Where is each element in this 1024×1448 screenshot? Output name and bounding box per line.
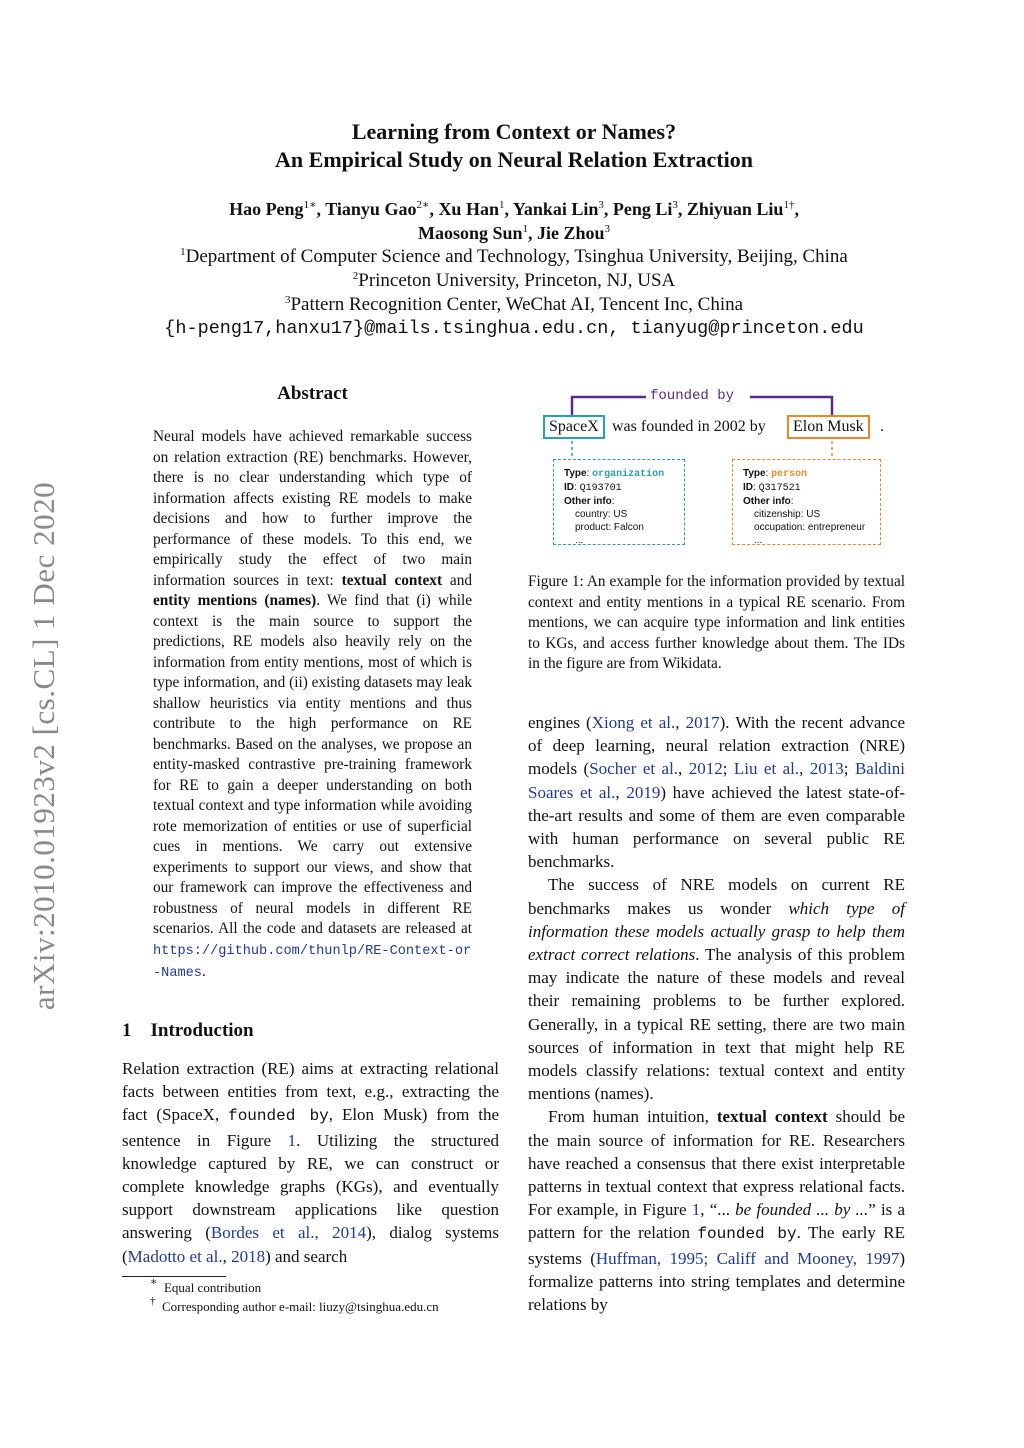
affiliation-mark: 1 xyxy=(180,246,186,258)
affiliation-mark: 3 xyxy=(284,294,291,306)
author-mark: 1∗ xyxy=(303,199,317,211)
arxiv-identifier: arXiv:2010.01923v2 [cs.CL] 1 Dec 2020 xyxy=(26,481,61,1011)
body-text: , “... xyxy=(700,1200,736,1220)
author-mark: 3 xyxy=(598,199,604,211)
kb-label: Other info xyxy=(743,496,791,507)
citation-link[interactable]: Huffman, 1995; Califf and Mooney, 1997 xyxy=(595,1248,900,1268)
body-text: ), dialog systems ( xyxy=(122,1223,500,1266)
body-text: Relation extraction (RE) aims at extracting relational facts between entities from text, e.g., extracting the fact (SpaceX, xyxy=(122,1059,499,1125)
entity-id-value: Q193701 xyxy=(579,483,622,494)
figure-reference-link[interactable]: 1 xyxy=(287,1130,297,1150)
body-text: , Elon Musk) from the sentence in Figure xyxy=(122,1105,499,1150)
section-heading-introduction xyxy=(122,1020,254,1042)
body-text: The success of NRE models on current RE benchmarks makes us wonder xyxy=(528,875,905,918)
footnote-rule xyxy=(122,1276,226,1277)
affiliation-1 xyxy=(120,246,908,268)
abstract-bold-term: textual context xyxy=(341,571,443,589)
kb-info-line: ... xyxy=(575,535,584,546)
author-name: Maosong Sun xyxy=(417,223,523,243)
affiliation-2 xyxy=(120,270,908,292)
body-text: ) and search xyxy=(265,1246,348,1266)
body-text: ; xyxy=(722,759,734,779)
entity-type-value: person xyxy=(771,469,808,480)
section-title: Introduction xyxy=(150,1020,254,1041)
right-column-body xyxy=(528,711,905,1316)
citation-link[interactable]: Bordes et al., 2014 xyxy=(210,1223,367,1243)
abstract-bold-term: entity mentions (names) xyxy=(153,592,317,609)
affiliation-text: Pattern Recognition Center, WeChat AI, Tencent Inc, China xyxy=(290,294,744,315)
author-name: Hao Peng xyxy=(229,199,304,219)
figure-sentence-period: . xyxy=(880,418,884,435)
affiliation-text: Department of Computer Science and Technology, Tsinghua University, Beijing, China xyxy=(185,246,848,267)
citation-link[interactable]: Baldini Soares et al. xyxy=(528,759,906,802)
abstract-body xyxy=(153,427,472,985)
body-text: engines ( xyxy=(528,713,592,732)
body-text: ). With the recent advance of deep learning, neural relation extraction (NRE) models ( xyxy=(528,713,905,779)
head-entity-box: SpaceX xyxy=(543,415,605,439)
kb-info-line: occupation: entrepreneur xyxy=(754,522,866,533)
citation-link[interactable]: Xiong et al. xyxy=(591,713,676,732)
emphasized-text: which type of information these models actually grasp to help them extract correct relations xyxy=(528,898,905,965)
footnote-mark: † xyxy=(150,1295,156,1307)
relation-label: founded by xyxy=(697,1225,797,1244)
kb-label: Type xyxy=(564,468,587,479)
abstract-text: . We find that (i) while context is the main source to support the predictions, RE models also heavily rely on the information from entity mentions, most of which is type information, and (ii) existing datasets may leak shallow heuristics via entity mentions and thus contribute to the high performance on RE benchmarks. Based on the analyses, we propose an entity-masked contrastive pre-training framework for RE to gain a deeper understanding on both textual context and type information while avoiding rote memorization of entities or use of superficial cues in mentions. We carry out extensive experiments to support our views, and show that our framework can improve the effectiveness and robustness of neural models in different RE scenarios. All the code and datasets are released at xyxy=(153,592,472,937)
author-name: Peng Li xyxy=(612,199,673,219)
body-text: ) have achieved the latest state-of-the-art results and some of them are even comparable with human performance on several public RE benchmarks. xyxy=(528,782,906,872)
footnote-corresponding-author xyxy=(150,1295,439,1316)
citation-link[interactable]: 2019 xyxy=(626,782,661,802)
author-mark: 3 xyxy=(672,199,678,211)
body-text: , xyxy=(678,759,689,779)
paper-title-line-2: An Empirical Study on Neural Relation Extraction xyxy=(275,147,753,172)
body-text: ” is a pattern for the relation xyxy=(528,1200,906,1243)
kb-info-line: country: US xyxy=(575,509,628,520)
relation-label: founded by xyxy=(228,1107,329,1126)
paragraph xyxy=(528,1105,905,1316)
citation-link[interactable]: 2013 xyxy=(809,759,844,779)
tail-entity-box: Elon Musk xyxy=(787,415,870,439)
body-text: ; xyxy=(843,759,855,779)
kb-info-line: citizenship: US xyxy=(754,509,821,520)
emphasized-text: be founded ... by ... xyxy=(735,1200,869,1220)
body-text: From human intuition, xyxy=(548,1107,717,1127)
author-list-line-2: Maosong Sun$^1$, Jie Zhou$^3$ xyxy=(417,223,611,243)
citation-link[interactable]: 2012 xyxy=(688,759,723,779)
abstract-text: . xyxy=(201,963,206,980)
author-mark: 3 xyxy=(604,223,611,235)
figure-sentence: was founded in 2002 by xyxy=(612,418,766,435)
body-text: . The analysis of this problem may indicate the nature of these models and reveal their remaining problems to be further explored. Generally, in a typical RE setting, there are two main sources of information in text that might help RE models classify relations: textual context and entity mentions (names). xyxy=(528,945,905,1104)
affiliation-text: Princeton University, Princeton, NJ, USA xyxy=(358,270,676,291)
body-text: , xyxy=(222,1246,232,1266)
author-name: Tianyu Gao xyxy=(325,199,417,219)
author-mark: 1 xyxy=(498,199,505,211)
entity-id-value: Q317521 xyxy=(758,483,801,494)
relation-label: founded by xyxy=(650,388,735,404)
kb-label: Type xyxy=(743,468,766,479)
code-repository-link[interactable]: https://github.com/thunlp/RE-Context-or-Names xyxy=(153,943,472,981)
author-mark: 1 xyxy=(522,223,528,235)
body-text: , xyxy=(675,713,686,732)
figure-1-caption: Figure 1: An example for the information provided by textual context and entity mentions in a typical RE scenario. From mentions, we can acquire type information and link entities to KGs, and access further knowledge about them. The IDs in the figure are from Wikidata. xyxy=(528,573,905,672)
entity-type-value: organization xyxy=(592,469,665,480)
citation-link[interactable]: 2017 xyxy=(685,713,720,732)
author-name: Zhiyuan Liu xyxy=(686,199,784,219)
body-text: . The early RE systems ( xyxy=(528,1223,906,1268)
abstract-text: Neural models have achieved remarkable success on relation extraction (RE) benchmarks. However, there is no clear understanding which type of information affects existing RE models to make decisions and how to further improve the performance of these models. To this end, we empirically study the effect of two main information sources in text: xyxy=(153,428,472,589)
author-name: Yankai Lin xyxy=(512,199,599,219)
footnote-text: Corresponding author e-mail: liuzy@tsinghua.edu.cn xyxy=(162,1299,439,1314)
author-name: Xu Han xyxy=(438,199,499,219)
body-text: ) formalize patterns into string templates and determine relations by xyxy=(528,1248,906,1315)
footnote-text: Equal contribution xyxy=(163,1280,262,1295)
abstract-text: and xyxy=(442,571,472,589)
kb-label: Other info xyxy=(564,496,612,507)
tail-entity-knowledge-box: Type: person ID: Q317521 Other info: citizenship: US occupation: entrepreneur ... xyxy=(732,459,881,545)
body-text: , xyxy=(615,782,627,802)
citation-link[interactable]: Madotto et al. xyxy=(127,1246,223,1266)
paragraph xyxy=(528,873,905,1105)
bold-term: textual context xyxy=(716,1107,828,1127)
citation-link[interactable]: 2018 xyxy=(231,1246,266,1266)
author-name: Jie Zhou xyxy=(537,223,605,243)
kb-label: ID xyxy=(564,482,574,493)
footnote-mark: ∗ xyxy=(150,1276,158,1288)
author-mark: 2∗ xyxy=(416,199,430,211)
introduction-paragraph xyxy=(122,1057,499,1268)
citation-link[interactable]: Socher et al. xyxy=(589,759,679,779)
author-list-line-1: Hao Peng$^{1∗}$, Tianyu Gao$^{2∗}$, Xu Han$^1$, Yankai Lin$^3$, Peng Li$^3$, Zhiyuan Liu$^{1\dagger}$, xyxy=(229,199,799,219)
paragraph xyxy=(528,711,905,873)
kb-label: ID xyxy=(743,482,753,493)
footnote-equal-contribution xyxy=(150,1276,262,1297)
kb-info-line: product: Falcon xyxy=(575,522,644,533)
author-mark: 1† xyxy=(783,199,795,211)
body-text: . Utilizing the structured knowledge captured by RE, we can construct or complete knowledge graphs (KGs), and eventually support downstream applications like question answering ( xyxy=(122,1130,499,1243)
citation-link[interactable]: Liu et al. xyxy=(733,759,800,779)
figure-reference-link[interactable]: 1 xyxy=(691,1200,701,1220)
paper-title-line-1: Learning from Context or Names? xyxy=(351,119,677,144)
author-emails: {h-peng17,hanxu17}@mails.tsinghua.edu.cn, tianyug@princeton.edu xyxy=(164,318,864,339)
head-entity-knowledge-box: Type: organization ID: Q193701 Other info: country: US product: Falcon ... xyxy=(553,459,685,545)
body-text: , xyxy=(799,759,810,779)
affiliation-3 xyxy=(120,294,908,316)
figure-1 xyxy=(528,385,908,560)
body-text: should be the main source of information for RE. Researchers have reached a consensus that there exist interpretable patterns in textual context that express relational facts. For example, in Figure xyxy=(528,1107,905,1220)
kb-info-line: ... xyxy=(754,535,763,546)
section-number: 1 xyxy=(122,1020,132,1041)
affiliation-mark: 2 xyxy=(352,270,359,282)
abstract-heading: Abstract xyxy=(277,383,348,404)
